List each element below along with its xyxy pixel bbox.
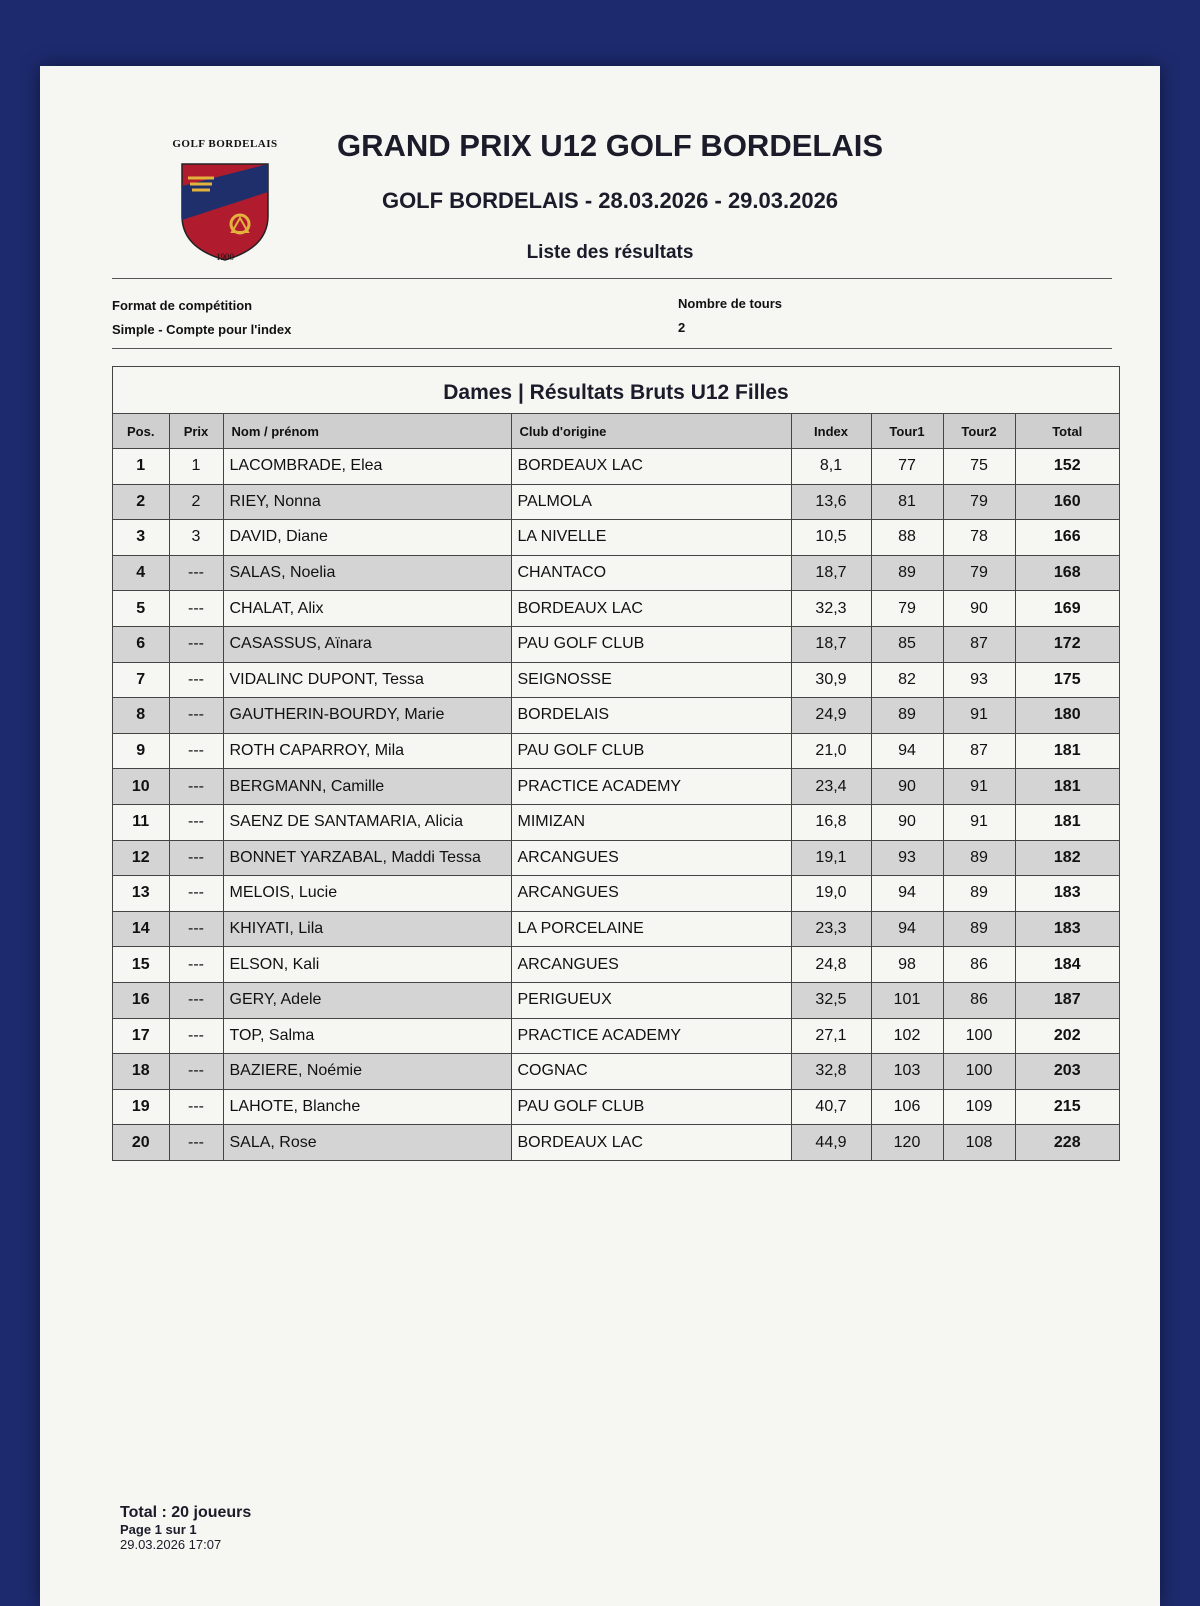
cell-t1: 82 — [871, 662, 943, 698]
cell-index: 18,7 — [791, 555, 871, 591]
cell-t1: 94 — [871, 733, 943, 769]
table-row — [113, 662, 1119, 698]
col-header-club: Club d'origine — [511, 414, 791, 449]
cell-t1: 93 — [871, 840, 943, 876]
cell-pos: 12 — [113, 840, 169, 876]
cell-total: 182 — [1015, 840, 1119, 876]
cell-club: CHANTACO — [511, 555, 791, 591]
cell-t1: 120 — [871, 1125, 943, 1160]
cell-club: PAU GOLF CLUB — [511, 1089, 791, 1125]
cell-total: 166 — [1015, 520, 1119, 556]
table-row — [113, 626, 1119, 662]
cell-name: CASASSUS, Aïnara — [223, 626, 511, 662]
cell-name: GAUTHERIN-BOURDY, Marie — [223, 698, 511, 734]
shield-icon — [170, 156, 280, 266]
cell-t2: 78 — [943, 520, 1015, 556]
tours-label: Nombre de tours — [678, 296, 783, 311]
cell-t2: 100 — [943, 1018, 1015, 1054]
cell-index: 30,9 — [791, 662, 871, 698]
table-row — [113, 982, 1119, 1018]
cell-prix: --- — [169, 733, 223, 769]
cell-club: ARCANGUES — [511, 840, 791, 876]
footer — [120, 1504, 251, 1552]
cell-name: SALA, Rose — [223, 1125, 511, 1160]
cell-total: 183 — [1015, 876, 1119, 912]
cell-index: 13,6 — [791, 484, 871, 520]
table-row — [113, 698, 1119, 734]
cell-name: KHIYATI, Lila — [223, 911, 511, 947]
cell-total: 168 — [1015, 555, 1119, 591]
cell-index: 8,1 — [791, 449, 871, 485]
cell-prix: --- — [169, 1125, 223, 1160]
cell-name: BONNET YARZABAL, Maddi Tessa — [223, 840, 511, 876]
cell-prix: --- — [169, 876, 223, 912]
cell-pos: 15 — [113, 947, 169, 983]
cell-club: PALMOLA — [511, 484, 791, 520]
print-datetime: 29.03.2026 17:07 — [120, 1537, 222, 1552]
cell-t1: 85 — [871, 626, 943, 662]
cell-name: BERGMANN, Camille — [223, 769, 511, 805]
cell-t2: 93 — [943, 662, 1015, 698]
table-header-row — [113, 414, 1119, 449]
cell-total: 215 — [1015, 1089, 1119, 1125]
cell-name: SAENZ DE SANTAMARIA, Alicia — [223, 804, 511, 840]
col-header-index: Index — [791, 414, 871, 449]
cell-name: CHALAT, Alix — [223, 591, 511, 627]
cell-prix: --- — [169, 911, 223, 947]
cell-t1: 94 — [871, 876, 943, 912]
logo-text: GOLF BORDELAIS — [172, 138, 278, 150]
cell-total: 187 — [1015, 982, 1119, 1018]
results-table-panel — [112, 366, 1120, 1161]
cell-club: MIMIZAN — [511, 804, 791, 840]
table-row — [113, 911, 1119, 947]
cell-club: BORDELAIS — [511, 698, 791, 734]
cell-t2: 87 — [943, 733, 1015, 769]
cell-pos: 11 — [113, 804, 169, 840]
club-logo — [170, 138, 280, 268]
cell-name: TOP, Salma — [223, 1018, 511, 1054]
table-row — [113, 804, 1119, 840]
cell-name: MELOIS, Lucie — [223, 876, 511, 912]
table-row — [113, 591, 1119, 627]
cell-index: 21,0 — [791, 733, 871, 769]
cell-t2: 86 — [943, 947, 1015, 983]
cell-club: PAU GOLF CLUB — [511, 626, 791, 662]
cell-index: 23,4 — [791, 769, 871, 805]
cell-t2: 89 — [943, 876, 1015, 912]
cell-pos: 9 — [113, 733, 169, 769]
col-header-tour2: Tour2 — [943, 414, 1015, 449]
table-row — [113, 840, 1119, 876]
cell-pos: 2 — [113, 484, 169, 520]
table-row — [113, 1018, 1119, 1054]
cell-name: SALAS, Noelia — [223, 555, 511, 591]
total-players: Total : 20 joueurs — [120, 1504, 252, 1521]
cell-pos: 1 — [113, 449, 169, 485]
cell-name: VIDALINC DUPONT, Tessa — [223, 662, 511, 698]
cell-t1: 81 — [871, 484, 943, 520]
cell-t2: 100 — [943, 1054, 1015, 1090]
table-row — [113, 769, 1119, 805]
cell-name: BAZIERE, Noémie — [223, 1054, 511, 1090]
cell-total: 175 — [1015, 662, 1119, 698]
cell-total: 228 — [1015, 1125, 1119, 1160]
cell-name: DAVID, Diane — [223, 520, 511, 556]
cell-pos: 19 — [113, 1089, 169, 1125]
cell-pos: 13 — [113, 876, 169, 912]
cell-club: PAU GOLF CLUB — [511, 733, 791, 769]
cell-club: ARCANGUES — [511, 876, 791, 912]
col-header-name: Nom / prénom — [223, 414, 511, 449]
format-label: Format de compétition — [112, 298, 253, 313]
cell-pos: 17 — [113, 1018, 169, 1054]
cell-index: 32,8 — [791, 1054, 871, 1090]
cell-prix: --- — [169, 1018, 223, 1054]
results-title: Dames | Résultats Bruts U12 Filles — [113, 367, 1119, 414]
cell-club: PRACTICE ACADEMY — [511, 769, 791, 805]
table-row — [113, 1089, 1119, 1125]
event-subtitle: GOLF BORDELAIS - 28.03.2026 - 29.03.2026 — [381, 188, 839, 213]
cell-t1: 101 — [871, 982, 943, 1018]
cell-t1: 98 — [871, 947, 943, 983]
cell-prix: --- — [169, 626, 223, 662]
cell-index: 24,9 — [791, 698, 871, 734]
cell-t1: 102 — [871, 1018, 943, 1054]
cell-t2: 90 — [943, 591, 1015, 627]
cell-name: LACOMBRADE, Elea — [223, 449, 511, 485]
cell-index: 24,8 — [791, 947, 871, 983]
cell-index: 23,3 — [791, 911, 871, 947]
results-body — [113, 449, 1119, 1160]
cell-prix: --- — [169, 698, 223, 734]
cell-total: 169 — [1015, 591, 1119, 627]
cell-prix: --- — [169, 804, 223, 840]
col-header-total: Total — [1015, 414, 1119, 449]
cell-total: 180 — [1015, 698, 1119, 734]
cell-t1: 103 — [871, 1054, 943, 1090]
table-row — [113, 449, 1119, 485]
table-row — [113, 484, 1119, 520]
cell-prix: --- — [169, 769, 223, 805]
table-row — [113, 947, 1119, 983]
cell-t2: 89 — [943, 840, 1015, 876]
cell-index: 19,1 — [791, 840, 871, 876]
cell-index: 27,1 — [791, 1018, 871, 1054]
cell-pos: 16 — [113, 982, 169, 1018]
cell-prix: --- — [169, 591, 223, 627]
cell-t1: 106 — [871, 1089, 943, 1125]
cell-club: PERIGUEUX — [511, 982, 791, 1018]
cell-t1: 77 — [871, 449, 943, 485]
cell-t1: 79 — [871, 591, 943, 627]
cell-pos: 3 — [113, 520, 169, 556]
cell-name: ELSON, Kali — [223, 947, 511, 983]
cell-t2: 89 — [943, 911, 1015, 947]
cell-t2: 79 — [943, 484, 1015, 520]
cell-prix: --- — [169, 1054, 223, 1090]
cell-name: LAHOTE, Blanche — [223, 1089, 511, 1125]
cell-name: ROTH CAPARROY, Mila — [223, 733, 511, 769]
table-row — [113, 555, 1119, 591]
cell-prix: --- — [169, 947, 223, 983]
cell-t1: 89 — [871, 555, 943, 591]
cell-prix: 1 — [169, 449, 223, 485]
format-value: Simple - Compte pour l'index — [112, 322, 292, 337]
cell-t1: 88 — [871, 520, 943, 556]
cell-pos: 7 — [113, 662, 169, 698]
cell-index: 44,9 — [791, 1125, 871, 1160]
cell-pos: 5 — [113, 591, 169, 627]
cell-club: PRACTICE ACADEMY — [511, 1018, 791, 1054]
cell-t2: 91 — [943, 804, 1015, 840]
cell-club: SEIGNOSSE — [511, 662, 791, 698]
table-row — [113, 1054, 1119, 1090]
col-header-tour1: Tour1 — [871, 414, 943, 449]
cell-total: 160 — [1015, 484, 1119, 520]
cell-index: 32,3 — [791, 591, 871, 627]
cell-name: RIEY, Nonna — [223, 484, 511, 520]
cell-club: BORDEAUX LAC — [511, 591, 791, 627]
cell-t1: 90 — [871, 769, 943, 805]
cell-prix: --- — [169, 840, 223, 876]
cell-index: 10,5 — [791, 520, 871, 556]
cell-club: LA PORCELAINE — [511, 911, 791, 947]
divider — [112, 278, 1112, 279]
cell-t2: 109 — [943, 1089, 1015, 1125]
cell-total: 181 — [1015, 769, 1119, 805]
cell-t2: 91 — [943, 698, 1015, 734]
page-title: GRAND PRIX U12 GOLF BORDELAIS — [337, 128, 883, 163]
cell-pos: 4 — [113, 555, 169, 591]
cell-club: BORDEAUX LAC — [511, 449, 791, 485]
cell-t2: 79 — [943, 555, 1015, 591]
cell-t2: 91 — [943, 769, 1015, 805]
logo-year: 1900 — [216, 252, 234, 262]
cell-club: ARCANGUES — [511, 947, 791, 983]
cell-name: GERY, Adele — [223, 982, 511, 1018]
cell-pos: 6 — [113, 626, 169, 662]
cell-t1: 90 — [871, 804, 943, 840]
cell-total: 202 — [1015, 1018, 1119, 1054]
cell-t2: 108 — [943, 1125, 1015, 1160]
page-number: Page 1 sur 1 — [120, 1522, 197, 1537]
cell-prix: --- — [169, 1089, 223, 1125]
cell-total: 152 — [1015, 449, 1119, 485]
cell-total: 203 — [1015, 1054, 1119, 1090]
cell-pos: 14 — [113, 911, 169, 947]
cell-t2: 75 — [943, 449, 1015, 485]
table-row — [113, 733, 1119, 769]
cell-prix: --- — [169, 555, 223, 591]
cell-club: BORDEAUX LAC — [511, 1125, 791, 1160]
cell-t2: 86 — [943, 982, 1015, 1018]
col-header-pos: Pos. — [113, 414, 169, 449]
list-title: Liste des résultats — [526, 242, 694, 263]
results-table — [113, 414, 1119, 1160]
cell-total: 184 — [1015, 947, 1119, 983]
cell-club: COGNAC — [511, 1054, 791, 1090]
table-row — [113, 1125, 1119, 1160]
cell-prix: --- — [169, 982, 223, 1018]
divider — [112, 348, 1112, 349]
cell-index: 32,5 — [791, 982, 871, 1018]
col-header-prix: Prix — [169, 414, 223, 449]
cell-index: 18,7 — [791, 626, 871, 662]
tours-value: 2 — [678, 320, 686, 335]
cell-prix: 3 — [169, 520, 223, 556]
cell-t2: 87 — [943, 626, 1015, 662]
cell-index: 19,0 — [791, 876, 871, 912]
cell-index: 16,8 — [791, 804, 871, 840]
table-row — [113, 876, 1119, 912]
cell-t1: 89 — [871, 698, 943, 734]
cell-t1: 94 — [871, 911, 943, 947]
cell-pos: 20 — [113, 1125, 169, 1160]
results-sheet — [40, 66, 1160, 1606]
cell-pos: 10 — [113, 769, 169, 805]
cell-club: LA NIVELLE — [511, 520, 791, 556]
table-row — [113, 520, 1119, 556]
cell-total: 181 — [1015, 733, 1119, 769]
cell-pos: 8 — [113, 698, 169, 734]
cell-total: 172 — [1015, 626, 1119, 662]
cell-index: 40,7 — [791, 1089, 871, 1125]
cell-pos: 18 — [113, 1054, 169, 1090]
cell-total: 183 — [1015, 911, 1119, 947]
cell-total: 181 — [1015, 804, 1119, 840]
cell-prix: --- — [169, 662, 223, 698]
cell-prix: 2 — [169, 484, 223, 520]
